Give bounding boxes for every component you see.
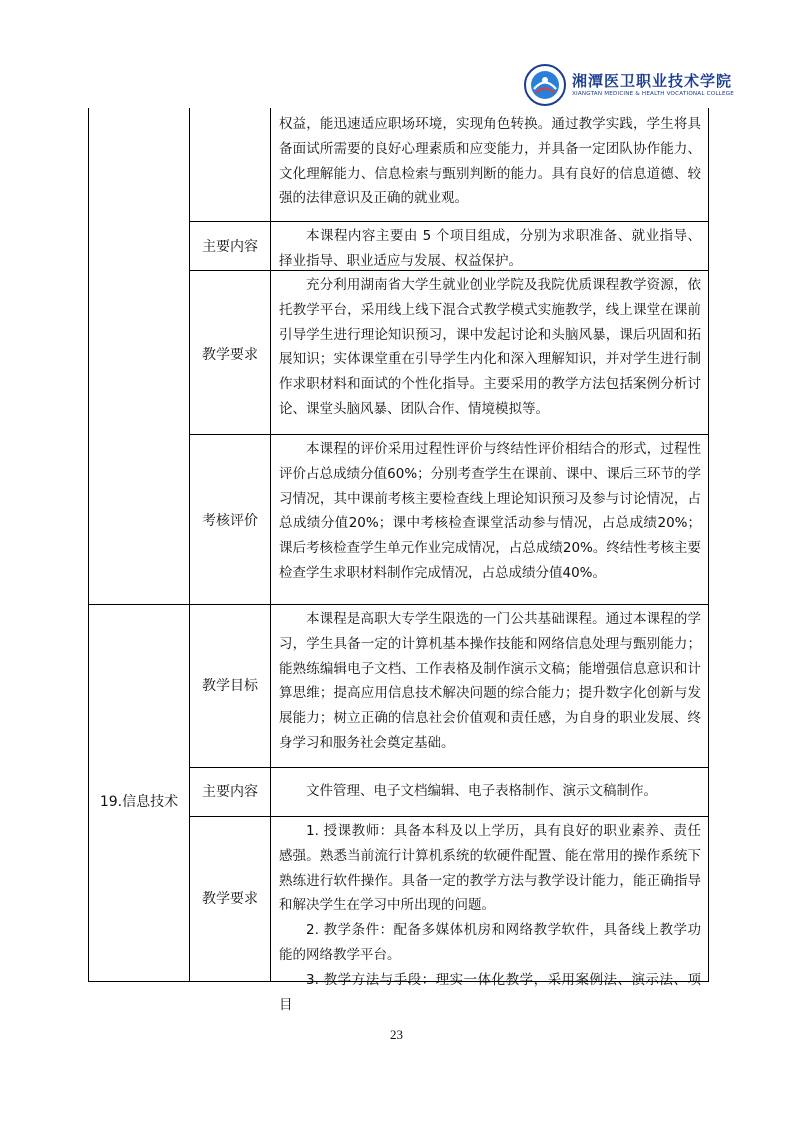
school-emblem-icon bbox=[524, 64, 566, 106]
course-table bbox=[88, 108, 709, 1013]
row-divider bbox=[89, 604, 709, 605]
objective-label: 教学目标 bbox=[202, 678, 258, 694]
prev-assess-text: 本课程的评价采用过程性评价与终结性评价相结合的形式，过程性评价占总成绩分值60%；分别考查学生在课前、课中、课后三环节的学习情况，其中课前考核主要检查线上理论知识预习及参与讨论情况，占总成绩分值20%；课中考核检查课堂活动参与情况，占总成绩20%；课后考核检查学生单元作业完成情况，占总成绩20%。终结性考核主要检查学生求职材料制作完成情况，占总成绩分值40%。 bbox=[279, 441, 701, 581]
prev-req-text: 充分利用湖南省大学生就业创业学院及我院优质课程教学资源，依托教学平台，采用线上线下混合式教学模式实施教学，线上课堂在课前引导学生进行理论知识预习，课中发起讨论和头脑风暴，课后巩固和拓展知识；实体课堂重在引导学生内化和深入理解知识，并对学生进行制作求职材料和面试的个性化指导。主要采用的教学方法包括案例分析讨论、课堂头脑风暴、团队合作、情境模拟等。 bbox=[279, 277, 701, 417]
row-divider bbox=[189, 816, 709, 817]
objective-text: 本课程是高职大专学生限选的一门公共基础课程。通过本课程的学习，学生具备一定的计算机基本操作技能和网络信息处理与甄别能力；能熟练编辑电子文档、工作表格及制作演示文稿；能增强信息意识和计算思维；提高应用信息技术解决问题的综合能力；提升数字化创新与发展能力；树立正确的信息社会价值观和责任感，为自身的职业发展、终身学习和服务社会奠定基础。 bbox=[279, 611, 701, 751]
school-name-cn: 湘潭医卫职业技术学院 bbox=[572, 72, 733, 90]
content-label: 主要内容 bbox=[202, 784, 258, 800]
prev-assess-label: 考核评价 bbox=[202, 513, 258, 529]
course-name: 19.信息技术 bbox=[99, 794, 179, 810]
prev-content-label: 主要内容 bbox=[202, 239, 258, 255]
col-divider-2 bbox=[270, 108, 271, 981]
school-logo bbox=[524, 64, 734, 108]
req-label: 教学要求 bbox=[202, 891, 258, 907]
row-divider bbox=[189, 434, 709, 435]
school-name-en: XIANGTAN MEDICINE & HEALTH VOCATIONAL COLLEGE bbox=[572, 91, 734, 97]
req-text: 1. 授课教师：具备本科及以上学历，具有良好的职业素养、责任感强。熟悉当前流行计算机系统的软硬件配置、能在常用的操作系统下熟练进行软件操作。具备一定的教学方法与教学设计能力，能正确指导和解决学生在学习中所出现的问题。 2. 教学条件：配备多媒体机房和网络教学软件，具备线上教学功能的网络教学平台。 3. 教学方法与手段：理实一体化教学，采用案例法、演示法、项目 bbox=[279, 823, 701, 1013]
row-divider bbox=[189, 221, 709, 222]
prev-content-text: 本课程内容主要由 5 个项目组成，分别为求职准备、就业指导、择业指导、职业适应与发展、权益保护。 bbox=[279, 228, 701, 269]
content-text: 文件管理、电子文档编辑、电子表格制作、演示文稿制作。 bbox=[306, 783, 657, 799]
page-number: 23 bbox=[390, 1027, 403, 1042]
prev-objective-text: 权益，能迅速适应职场环境，实现角色转换。通过教学实践，学生将具备面试所需要的良好心理素质和应变能力，并具备一定团队协作能力、文化理解能力、信息检索与甄别判断的能力。具有良好的信息道德、较强的法律意识及正确的就业观。 bbox=[279, 116, 701, 207]
prev-req-label: 教学要求 bbox=[202, 347, 258, 363]
row-divider bbox=[189, 767, 709, 768]
